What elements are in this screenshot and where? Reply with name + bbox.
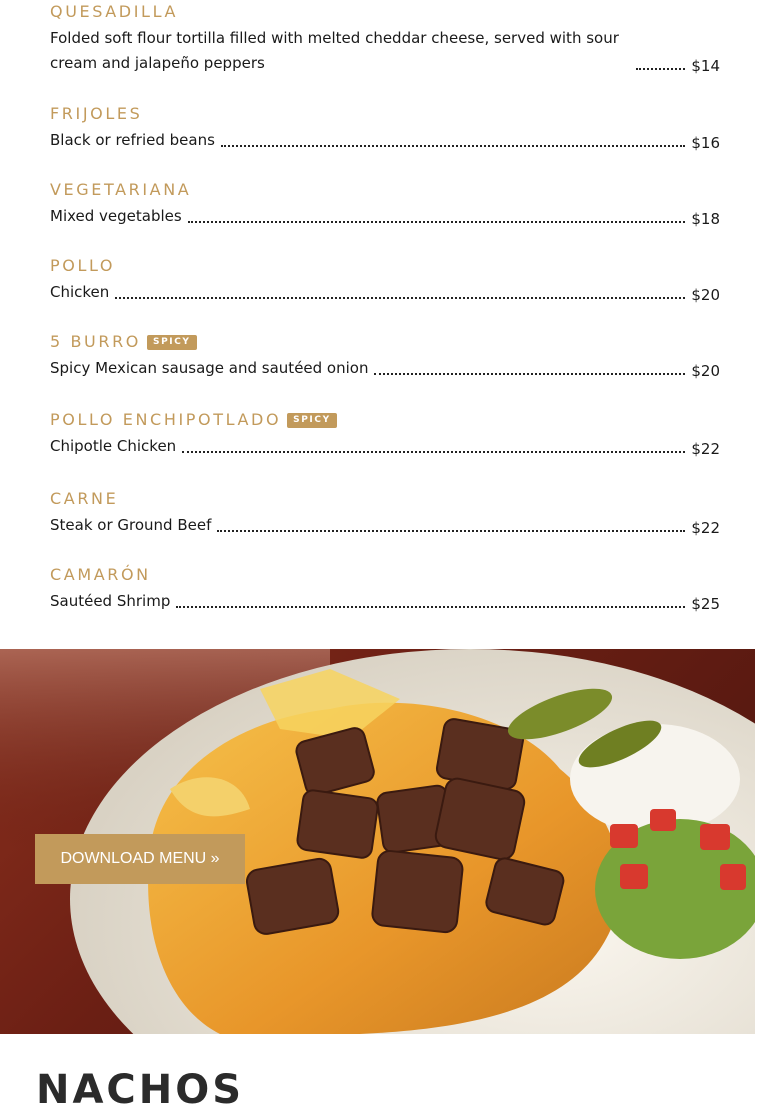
menu-item-camaron <box>50 565 720 614</box>
hero-food-banner <box>0 649 755 1034</box>
item-description: Spicy Mexican sausage and sautéed onion <box>50 359 369 377</box>
menu-item-vegetariana <box>50 180 720 229</box>
item-name-text: POLLO ENCHIPOTLADO <box>50 410 282 429</box>
item-price: $14 <box>691 57 720 75</box>
item-price: $20 <box>691 362 720 380</box>
dotted-leader <box>176 606 685 608</box>
item-row <box>50 128 720 153</box>
item-description: Chicken <box>50 283 110 301</box>
item-name-text: CAMARÓN <box>50 565 151 584</box>
item-name <box>50 410 720 430</box>
item-price: $18 <box>691 210 720 228</box>
item-price: $20 <box>691 286 720 304</box>
item-name-text: CARNE <box>50 489 119 508</box>
spicy-badge: SPICY <box>287 413 337 428</box>
dotted-leader <box>217 530 685 532</box>
item-name <box>50 256 720 276</box>
item-price: $16 <box>691 134 720 152</box>
item-name-text: VEGETARIANA <box>50 180 192 199</box>
item-name <box>50 565 720 585</box>
item-description: Chipotle Chicken <box>50 437 177 455</box>
item-name <box>50 2 720 22</box>
item-price: $22 <box>691 440 720 458</box>
dotted-leader <box>221 145 685 147</box>
item-name-text: POLLO <box>50 256 116 275</box>
item-row <box>50 280 720 305</box>
item-row <box>50 589 720 614</box>
item-row <box>50 434 720 459</box>
spicy-badge: SPICY <box>147 335 197 350</box>
item-description: Black or refried beans <box>50 131 215 149</box>
menu-item-5-burro <box>50 332 720 381</box>
item-description: Mixed vegetables <box>50 207 182 225</box>
dotted-leader <box>636 68 685 70</box>
item-price: $25 <box>691 595 720 613</box>
item-name-text: QUESADILLA <box>50 2 178 21</box>
item-price: $22 <box>691 519 720 537</box>
menu-item-carne <box>50 489 720 538</box>
item-name-text: FRIJOLES <box>50 104 143 123</box>
dotted-leader <box>182 451 685 453</box>
item-name <box>50 332 720 352</box>
item-name <box>50 489 720 509</box>
menu-item-pollo <box>50 256 720 305</box>
item-row <box>50 513 720 538</box>
menu-item-quesadilla <box>50 2 720 76</box>
item-row <box>50 356 720 381</box>
dotted-leader <box>374 373 685 375</box>
dotted-leader <box>115 297 685 299</box>
dotted-leader <box>188 221 686 223</box>
item-name <box>50 180 720 200</box>
item-row <box>50 26 720 76</box>
item-row <box>50 204 720 229</box>
item-name-text: 5 BURRO <box>50 332 141 351</box>
menu-item-frijoles <box>50 104 720 153</box>
download-menu-button[interactable]: DOWNLOAD MENU » <box>35 834 245 884</box>
section-heading-nachos: NACHOS <box>36 1067 245 1113</box>
item-description: Sautéed Shrimp <box>50 592 171 610</box>
menu-item-pollo-enchipotlado <box>50 410 720 459</box>
item-description: Steak or Ground Beef <box>50 516 212 534</box>
item-description: Folded soft flour tortilla filled with melted cheddar cheese, served with sour cream and jalapeño peppers <box>50 29 619 72</box>
item-name <box>50 104 720 124</box>
